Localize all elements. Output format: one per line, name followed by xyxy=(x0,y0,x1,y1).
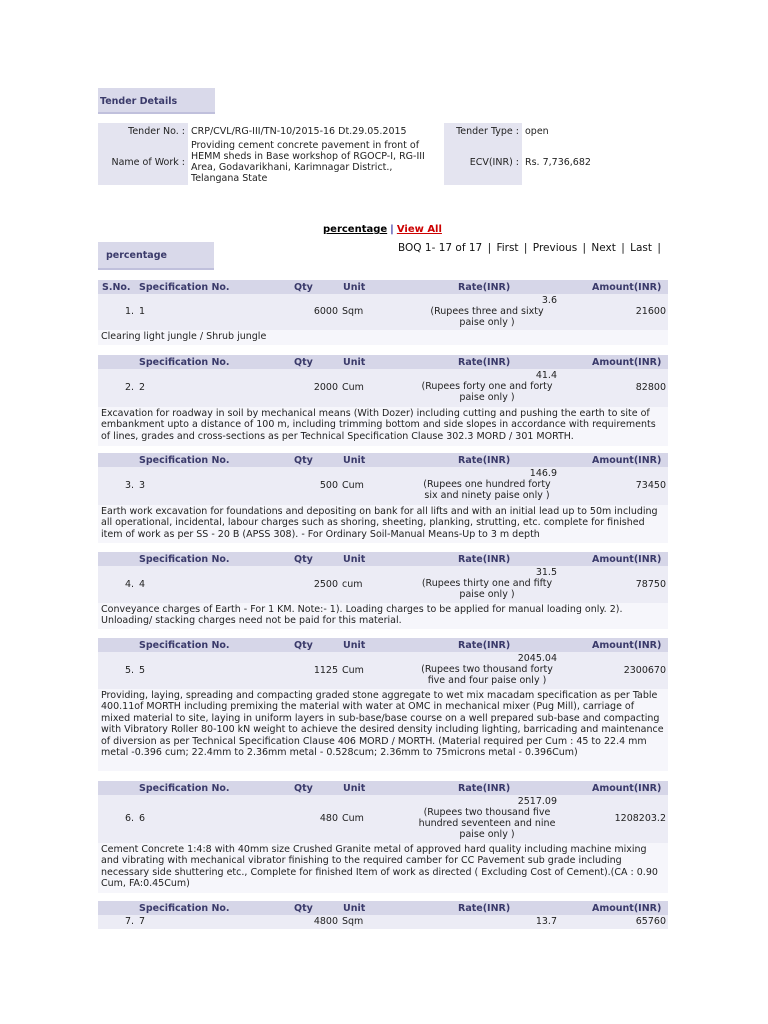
header-unit: Unit xyxy=(343,357,366,368)
item-sno: 4. xyxy=(125,579,135,590)
header-unit: Unit xyxy=(343,783,366,794)
item-spec: 2 xyxy=(139,382,146,393)
item-rate-words: paise only ) xyxy=(459,392,515,403)
boq-item-row xyxy=(98,566,668,603)
item-rate-words: (Rupees three and sixty xyxy=(430,306,544,317)
header-rate: Rate(INR) xyxy=(458,640,511,651)
item-spec: 5 xyxy=(139,665,146,676)
header-unit: Unit xyxy=(343,455,366,466)
item-amount: 65760 xyxy=(635,916,666,927)
item-description: Cement Concrete 1:4:8 with 40mm size Crushed Granite metal of approved hard quality including machine mixing and vibrating with mechanical vibrator finishing to the required camber for CC Pavement sub grade including necessary side shuttering etc., Complete for finished Item of work as directed ( Excluding Cost of Cement).(CA : 0.90 Cum, FA:0.45Cum) xyxy=(98,843,668,893)
item-sno: 3. xyxy=(125,480,135,491)
item-qty: 480 xyxy=(319,813,338,824)
ecv-value: Rs. 7,736,682 xyxy=(525,156,591,168)
item-unit: Cum xyxy=(342,480,364,491)
item-sno: 1. xyxy=(125,306,135,317)
header-spec: Specification No. xyxy=(139,554,230,565)
header-spec: Specification No. xyxy=(139,455,230,466)
item-spec: 4 xyxy=(139,579,146,590)
pager-last[interactable]: Last xyxy=(630,242,652,254)
header-sno: S.No. xyxy=(102,282,131,293)
name-of-work-label: Name of Work : xyxy=(98,139,188,185)
item-qty: 6000 xyxy=(313,306,338,317)
header-amount: Amount(INR) xyxy=(592,282,662,293)
header-unit: Unit xyxy=(343,903,366,914)
header-unit: Unit xyxy=(343,282,366,293)
boq-item-row xyxy=(98,652,668,689)
item-spec: 3 xyxy=(139,480,146,491)
header-spec: Specification No. xyxy=(139,282,230,293)
header-qty: Qty xyxy=(294,282,313,293)
item-rate: 2045.04 xyxy=(517,653,557,664)
item-description: Providing, laying, spreading and compacting graded stone aggregate to wet mix macadam specification as per Table 400.11of MORTH including premixing the material with water at OMC in mechanical mixer (Pug Mill), carriage of mixed material to site, laying in uniform layers in sub-base/base course on a well prepared sub-base and compacting with Vibratory Roller 80-100 kN weight to achieve the desired density including lighting, barricading and maintenance of diversion as per Technical Specification Clause 406 MORD / MORTH. (Material required per Cum : 45 to 22.4 mm metal -0.396 cum; 22.4mm to 2.36mm metal - 0.528cum; 2.36mm to 75microns metal - 0.396Cum) xyxy=(98,689,668,771)
boq-header-row xyxy=(98,552,668,566)
tender-type-value: open xyxy=(525,125,549,137)
item-rate-block xyxy=(387,468,557,501)
item-sno: 7. xyxy=(125,916,135,927)
item-rate-block xyxy=(387,370,557,403)
header-amount: Amount(INR) xyxy=(592,554,662,565)
item-amount: 21600 xyxy=(635,306,666,317)
header-amount: Amount(INR) xyxy=(592,783,662,794)
tender-type-label: Tender Type : xyxy=(444,123,522,139)
boq-header-row xyxy=(98,901,668,915)
item-rate: 41.4 xyxy=(535,370,557,381)
tender-no-value: CRP/CVL/RG-III/TN-10/2015-16 Dt.29.05.2015 xyxy=(191,125,407,137)
boq-header-row xyxy=(98,355,668,369)
item-rate-block xyxy=(387,567,557,600)
item-rate-words: hundred seventeen and nine xyxy=(418,818,556,829)
boq-pager: BOQ 1- 17 of 17 | First | Previous | Next | Last | xyxy=(398,242,661,254)
item-rate-block xyxy=(387,653,557,686)
item-rate-words: (Rupees two thousand five xyxy=(423,807,551,818)
boq-header-row xyxy=(98,781,668,795)
boq-item-row xyxy=(98,294,668,330)
header-qty: Qty xyxy=(294,903,313,914)
item-rate: 31.5 xyxy=(535,567,557,578)
item-spec: 6 xyxy=(139,813,146,824)
header-rate: Rate(INR) xyxy=(458,554,511,565)
header-unit: Unit xyxy=(343,554,366,565)
pager-first[interactable]: First xyxy=(496,242,519,254)
header-amount: Amount(INR) xyxy=(592,640,662,651)
item-qty: 4800 xyxy=(313,916,338,927)
boq-item-row xyxy=(98,467,668,505)
item-rate: 2517.09 xyxy=(517,796,557,807)
header-qty: Qty xyxy=(294,357,313,368)
item-rate: 146.9 xyxy=(529,468,557,479)
boq-item-row xyxy=(98,369,668,407)
item-amount: 2300670 xyxy=(623,665,666,676)
item-description: Earth work excavation for foundations and depositing on bank for all lifts and with an initial lead up to 50m including all operational, incidental, labour charges such as shoring, sheeting, planking, strutting, etc. complete for finished item of work as per SS - 20 B (APSS 308). - For Ordinary Soil-Manual Means-Up to 3 m depth xyxy=(98,505,668,543)
item-amount: 82800 xyxy=(635,382,666,393)
percentage-link[interactable]: percentage xyxy=(323,224,388,235)
item-qty: 2000 xyxy=(313,382,338,393)
item-rate-words: (Rupees thirty one and fifty xyxy=(421,578,553,589)
pager-next[interactable]: Next xyxy=(591,242,616,254)
tender-details-heading: Tender Details xyxy=(98,88,215,114)
item-rate: 13.7 xyxy=(535,916,557,927)
header-rate: Rate(INR) xyxy=(458,282,511,293)
boq-item-row xyxy=(98,915,668,929)
header-rate: Rate(INR) xyxy=(458,455,511,466)
header-amount: Amount(INR) xyxy=(592,903,662,914)
tender-no-label: Tender No. : xyxy=(98,123,188,139)
header-qty: Qty xyxy=(294,640,313,651)
percentage-tab[interactable]: percentage xyxy=(98,242,214,270)
item-unit: Cum xyxy=(342,665,364,676)
item-rate-words: paise only ) xyxy=(459,829,515,840)
item-unit: Cum xyxy=(342,382,364,393)
item-amount: 73450 xyxy=(635,480,666,491)
header-spec: Specification No. xyxy=(139,903,230,914)
item-rate-words: paise only ) xyxy=(459,317,515,328)
item-description: Clearing light jungle / Shrub jungle xyxy=(98,330,668,345)
header-unit: Unit xyxy=(343,640,366,651)
item-qty: 500 xyxy=(319,480,338,491)
item-rate-words: six and ninety paise only ) xyxy=(424,490,550,501)
item-rate-words: (Rupees one hundred forty xyxy=(423,479,551,490)
header-qty: Qty xyxy=(294,554,313,565)
tender-info-table xyxy=(98,123,665,185)
item-spec: 1 xyxy=(139,306,146,317)
item-rate-block xyxy=(387,916,557,927)
view-all-link[interactable]: View All xyxy=(396,224,442,235)
name-of-work-value: Providing cement concrete pavement in front of HEMM sheds in Base workshop of RGOCP-I, RG-III Area, Godavarikhani, Karimnagar District., Telangana State xyxy=(191,140,425,184)
boq-item-row xyxy=(98,795,668,843)
boq-header-row xyxy=(98,280,668,294)
item-sno: 2. xyxy=(125,382,135,393)
item-rate-block xyxy=(387,796,557,840)
item-rate-words: paise only ) xyxy=(459,589,515,600)
view-links xyxy=(323,224,442,235)
item-amount: 78750 xyxy=(635,579,666,590)
boq-header-row xyxy=(98,453,668,467)
pager-summary: BOQ 1- 17 of 17 xyxy=(398,242,483,254)
item-description: Excavation for roadway in soil by mechanical means (With Dozer) including cutting and pushing the earth to site of embankment upto a distance of 100 m, including trimming bottom and side slopes in accordance with requirements of lines, grades and cross-sections as per Technical Specification Clause 302.3 MORD / 301 MORTH. xyxy=(98,407,668,446)
item-sno: 6. xyxy=(125,813,135,824)
header-rate: Rate(INR) xyxy=(458,357,511,368)
link-separator: | xyxy=(390,224,394,235)
item-spec: 7 xyxy=(139,916,146,927)
item-rate-words: (Rupees forty one and forty xyxy=(421,381,553,392)
item-unit: Sqm xyxy=(342,916,364,927)
header-amount: Amount(INR) xyxy=(592,357,662,368)
item-unit: cum xyxy=(342,579,363,590)
item-sno: 5. xyxy=(125,665,135,676)
item-unit: Cum xyxy=(342,813,364,824)
item-amount: 1208203.2 xyxy=(614,813,666,824)
item-rate-words: (Rupees two thousand forty xyxy=(421,664,553,675)
item-qty: 2500 xyxy=(313,579,338,590)
item-description: Conveyance charges of Earth - For 1 KM. Note:- 1). Loading charges to be applied for manual loading only. 2). Unloading/ stacking charges need not be paid for this material. xyxy=(98,603,668,629)
header-spec: Specification No. xyxy=(139,357,230,368)
item-qty: 1125 xyxy=(313,665,338,676)
ecv-label: ECV(INR) : xyxy=(444,139,522,185)
header-qty: Qty xyxy=(294,783,313,794)
header-qty: Qty xyxy=(294,455,313,466)
item-unit: Sqm xyxy=(342,306,364,317)
header-rate: Rate(INR) xyxy=(458,903,511,914)
header-rate: Rate(INR) xyxy=(458,783,511,794)
item-rate: 3.6 xyxy=(541,295,557,306)
item-rate-words: five and four paise only ) xyxy=(427,675,547,686)
boq-header-row xyxy=(98,638,668,652)
header-spec: Specification No. xyxy=(139,783,230,794)
header-spec: Specification No. xyxy=(139,640,230,651)
header-amount: Amount(INR) xyxy=(592,455,662,466)
pager-previous[interactable]: Previous xyxy=(532,242,578,254)
item-rate-block xyxy=(387,295,557,328)
